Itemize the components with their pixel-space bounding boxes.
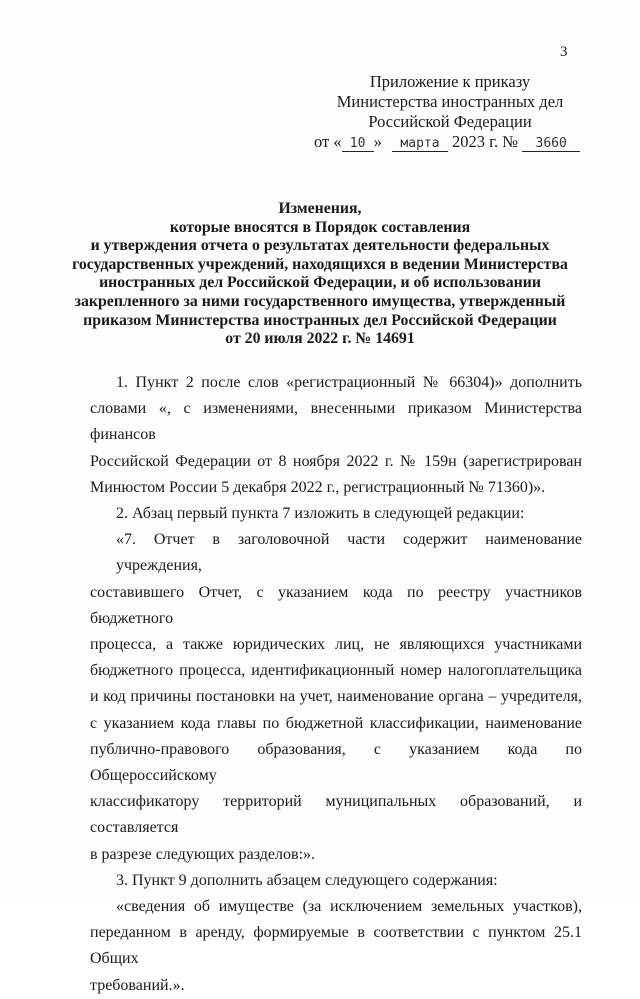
paragraph-1 bbox=[90, 370, 582, 501]
heading-line: приказом Министерства иностранных дел Российской Федерации bbox=[83, 311, 557, 329]
paragraph-line: процесса, а также юридических лиц, не являющихся участниками bbox=[90, 636, 582, 654]
paragraph-line: и код причины постановки на учет, наименование органа – учредителя, bbox=[90, 688, 582, 706]
order-date-line bbox=[314, 132, 580, 152]
heading-line: Изменения, bbox=[278, 200, 362, 217]
paragraph-line: Минюстом России 5 декабря 2022 г., регистрационный № 71360)». bbox=[90, 478, 546, 496]
paragraph-line: бюджетного процесса, идентификационный номер налогоплательщика bbox=[90, 662, 582, 680]
heading-line: государственных учреждений, находящихся в ведении Министерства bbox=[72, 255, 568, 273]
order-mid: » bbox=[373, 132, 382, 151]
appendix-block bbox=[300, 72, 600, 132]
paragraph-4 bbox=[90, 868, 582, 894]
paragraph-line: с указанием кода главы по бюджетной классификации, наименование bbox=[90, 714, 582, 732]
paragraph-line: требований.». bbox=[90, 976, 185, 994]
paragraph-line: Российской Федерации от 8 ноября 2022 г. № 159н (зарегистрирован bbox=[90, 452, 582, 470]
heading-line: иностранных дел Российской Федерации, и об использовании bbox=[99, 274, 541, 292]
paragraph-line: 3. Пункт 9 дополнить абзацем следующего содержания: bbox=[116, 871, 498, 889]
order-prefix: от « bbox=[314, 132, 342, 151]
paragraph-5 bbox=[90, 894, 582, 999]
paragraph-line: в разрезе следующих разделов:». bbox=[90, 845, 316, 863]
paragraph-line: 2. Абзац первый пункта 7 изложить в следующей редакции: bbox=[116, 505, 525, 523]
heading-line: которые вносятся в Порядок составления bbox=[169, 218, 471, 236]
paragraph-line: «7. Отчет в заголовочной части содержит наименование учреждения, bbox=[116, 531, 582, 575]
page-number: 3 bbox=[560, 44, 568, 60]
heading-line: закрепленного за ними государственного имущества, утвержденный bbox=[74, 292, 566, 310]
paragraph-line: переданном в аренду, формируемые в соответствии с пунктом 25.1 Общих bbox=[90, 924, 582, 968]
document-heading bbox=[60, 200, 580, 349]
paragraph-3 bbox=[90, 527, 582, 868]
paragraph-2 bbox=[90, 501, 582, 527]
heading-line: от 20 июля 2022 г. № 14691 bbox=[225, 330, 415, 348]
order-number: 3660 bbox=[522, 136, 580, 152]
paragraph-line: 1. Пункт 2 после слов «регистрационный № 66304)» дополнить bbox=[116, 374, 582, 391]
paragraph-line: публично-правового образования, с указанием кода по Общероссийскому bbox=[90, 740, 582, 785]
paragraph-line: «сведения об имуществе (за исключением земельных участков), bbox=[116, 898, 582, 916]
paragraph-line: классификатору территорий муниципальных образований, и составляется bbox=[90, 793, 582, 837]
order-month: марта bbox=[392, 136, 448, 152]
order-year: 2023 г. № bbox=[452, 132, 519, 151]
appendix-line-1: Приложение к приказу bbox=[369, 72, 531, 91]
order-day: 10 bbox=[342, 136, 374, 152]
paragraph-line: словами «, с изменениями, внесенными приказом Министерства финансов bbox=[90, 400, 582, 444]
paragraph-line: составившего Отчет, с указанием кода по реестру участников бюджетного bbox=[90, 583, 582, 627]
appendix-line-3: Российской Федерации bbox=[368, 112, 532, 131]
heading-line: и утверждения отчета о результатах деятельности федеральных bbox=[90, 237, 550, 255]
appendix-line-2: Министерства иностранных дел bbox=[336, 92, 564, 111]
